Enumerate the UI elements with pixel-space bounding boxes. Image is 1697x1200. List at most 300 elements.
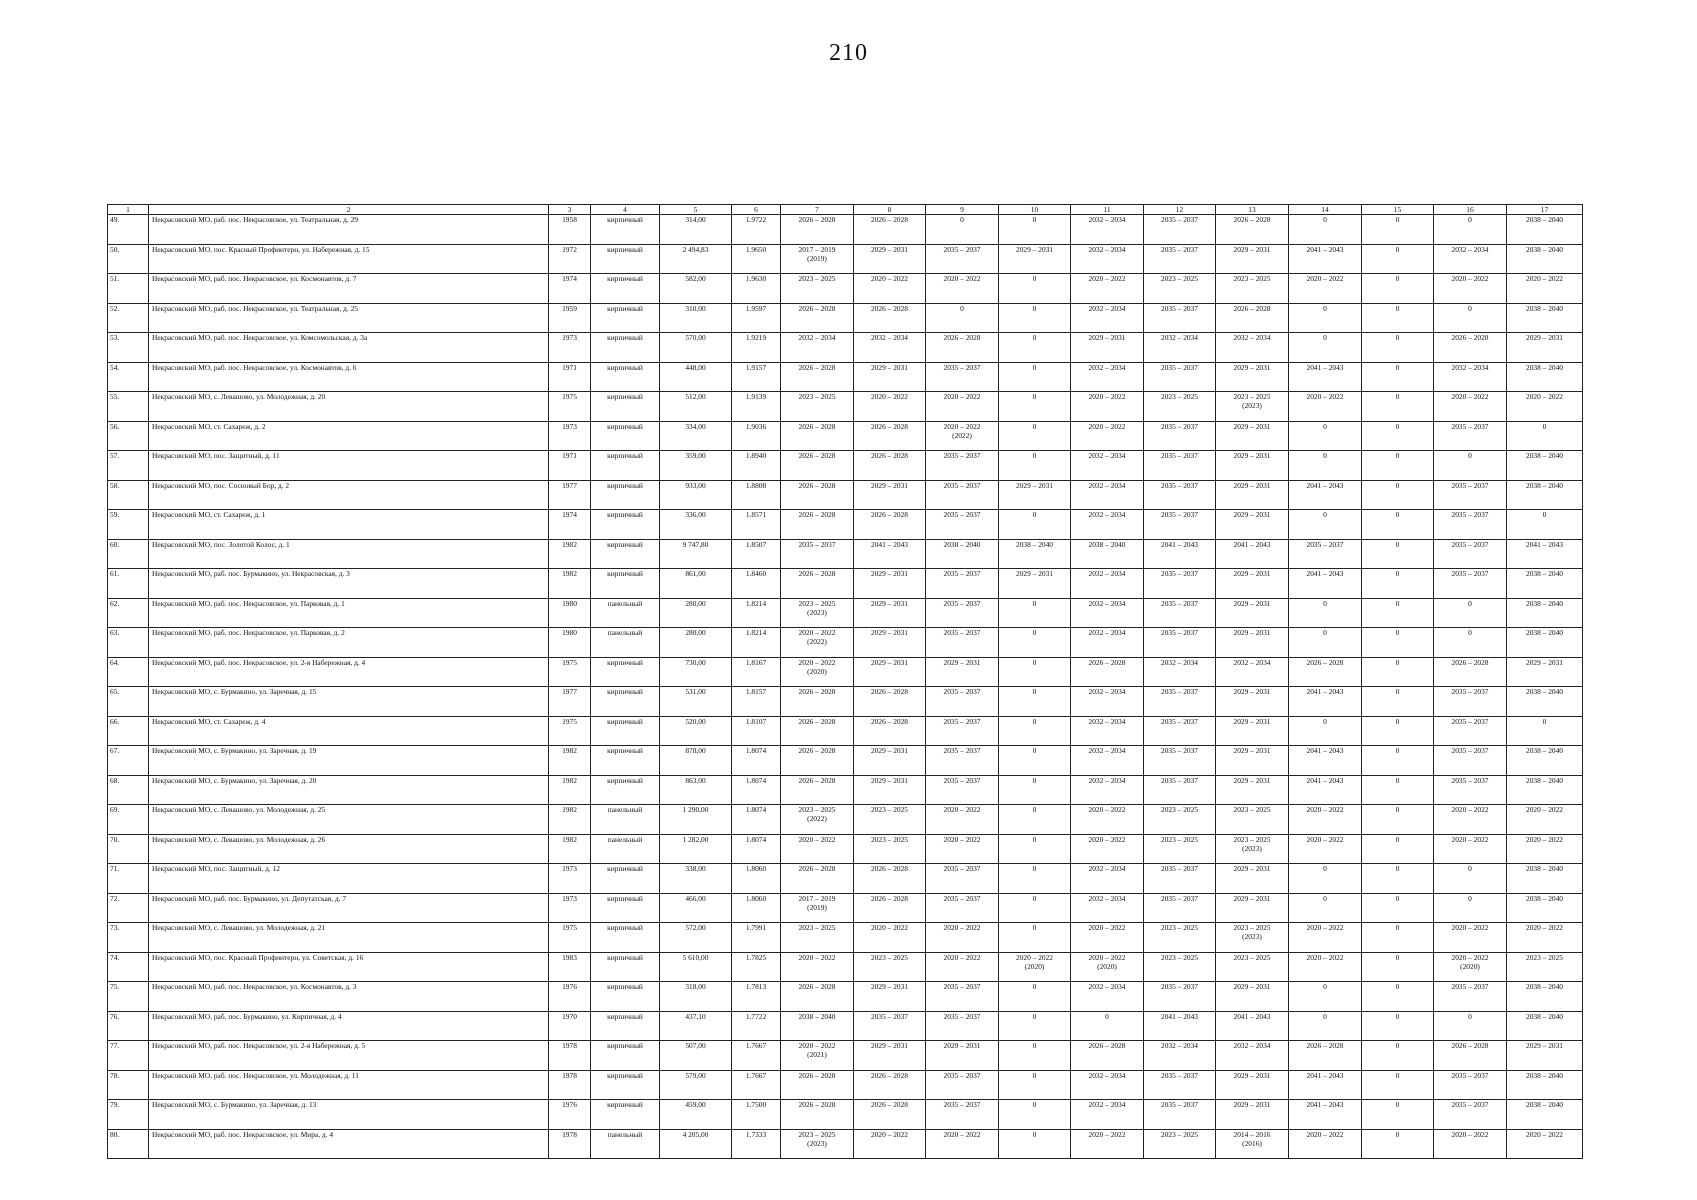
table-cell: 1972	[549, 244, 591, 274]
table-cell: Некрасовский МО, раб. пос. Некрасовское, ул. Космонавтов, д. 7	[149, 274, 549, 304]
table-cell: 0	[1434, 628, 1507, 658]
table-cell: 1973	[549, 893, 591, 923]
table-cell: Некрасовский МО, раб. пос. Бурмакино, ул. Кирпичная, д. 4	[149, 1011, 549, 1041]
table-cell: 2041 – 2043	[1144, 1011, 1216, 1041]
table-cell: 2035 – 2037	[926, 480, 999, 510]
table-cell: 2029 – 2031	[854, 244, 926, 274]
table-cell: 2035 – 2037	[926, 362, 999, 392]
table-cell: кирпичный	[591, 510, 660, 540]
table-cell: 2020 – 2022	[926, 392, 999, 422]
table-cell: 2029 – 2031	[1216, 687, 1289, 717]
table-cell: Некрасовский МО, пос. Защитный, д. 11	[149, 451, 549, 481]
table-cell: 0	[1434, 864, 1507, 894]
table-cell: 0	[999, 303, 1071, 333]
table-cell: 2038 – 2040	[1507, 775, 1583, 805]
table-cell: 0	[1362, 1129, 1434, 1159]
table-cell: 933,00	[660, 480, 732, 510]
table-cell: 2032 – 2034	[1071, 893, 1144, 923]
table-cell: 2020 – 2022	[1071, 834, 1144, 864]
table-cell: 2038 – 2040	[1507, 244, 1583, 274]
table-cell: 2026 – 2028	[781, 362, 854, 392]
table-cell: 2020 – 2022	[854, 392, 926, 422]
table-cell: 2029 – 2031	[1216, 244, 1289, 274]
table-cell: 2035 – 2037	[1434, 1070, 1507, 1100]
table-cell: 2020 – 2022	[926, 952, 999, 982]
table-cell: 0	[1362, 244, 1434, 274]
table-cell: 2020 – 2022	[1507, 923, 1583, 953]
table-cell: 5 610,00	[660, 952, 732, 982]
table-cell: 0	[1362, 923, 1434, 953]
table-cell: 2029 – 2031	[1216, 716, 1289, 746]
table-cell: Некрасовский МО, раб. пос. Бурмакино, ул. Депутатская, д. 7	[149, 893, 549, 923]
table-cell: 2026 – 2028	[781, 480, 854, 510]
table-cell: 0	[999, 746, 1071, 776]
table-cell: 0	[1362, 1041, 1434, 1071]
table-cell: 53.	[108, 333, 149, 363]
table-cell: 2020 – 2022	[926, 834, 999, 864]
table-cell: 1982	[549, 539, 591, 569]
table-cell: 2023 – 2025	[1507, 952, 1583, 982]
table-row	[108, 628, 1583, 658]
table-cell: 1.9219	[732, 333, 781, 363]
table-cell: 1974	[549, 274, 591, 304]
table-cell: 76.	[108, 1011, 149, 1041]
table-cell: 2032 – 2034	[1071, 746, 1144, 776]
table-cell: 0	[999, 893, 1071, 923]
table-cell: 2032 – 2034	[1071, 775, 1144, 805]
table-cell: 2035 – 2037	[1434, 421, 1507, 451]
table-cell: 2026 – 2028	[1289, 657, 1362, 687]
table-cell: Некрасовский МО, с. Левашово, ул. Молодежная, д. 21	[149, 923, 549, 953]
table-cell: кирпичный	[591, 303, 660, 333]
table-cell: 2023 – 2025	[854, 952, 926, 982]
table-cell: 2035 – 2037	[926, 510, 999, 540]
table-cell: кирпичный	[591, 982, 660, 1012]
table-cell: 1.7667	[732, 1070, 781, 1100]
table-cell: 2035 – 2037	[926, 628, 999, 658]
table-cell: 2029 – 2031	[999, 244, 1071, 274]
table-cell: 2023 – 2025	[854, 805, 926, 835]
table-cell: 2035 – 2037	[1434, 510, 1507, 540]
table-cell: 2035 – 2037	[926, 598, 999, 628]
table-cell: 0	[1362, 716, 1434, 746]
table-cell: 75.	[108, 982, 149, 1012]
table-cell: 2020 – 2022	[1071, 392, 1144, 422]
table-cell: 531,00	[660, 687, 732, 717]
table-cell: 0	[1362, 893, 1434, 923]
table-cell: 2032 – 2034	[1071, 982, 1144, 1012]
column-header: 4	[591, 205, 660, 215]
table-cell: 0	[1362, 421, 1434, 451]
table-cell: 2038 – 2040	[1507, 1011, 1583, 1041]
table-cell: 0	[999, 1100, 1071, 1130]
table-cell: 2026 – 2028	[854, 687, 926, 717]
table-cell: 0	[1362, 1070, 1434, 1100]
table-cell: 54.	[108, 362, 149, 392]
table-cell: 0	[999, 1129, 1071, 1159]
table-cell: 2026 – 2028	[854, 215, 926, 245]
table-cell: 2020 – 2022	[926, 805, 999, 835]
table-cell: 2020 – 2022	[1507, 805, 1583, 835]
table-cell: 2035 – 2037	[926, 1011, 999, 1041]
table-cell: кирпичный	[591, 775, 660, 805]
table-cell: 9 747,80	[660, 539, 732, 569]
table-cell: 2041 – 2043	[1289, 746, 1362, 776]
table-cell: 2035 – 2037	[1144, 480, 1216, 510]
table-cell: панельный	[591, 1129, 660, 1159]
table-cell: 2035 – 2037	[1434, 539, 1507, 569]
table-cell: 2029 – 2031	[1216, 480, 1289, 510]
table-cell: 2035 – 2037	[1144, 303, 1216, 333]
table-cell: 49.	[108, 215, 149, 245]
table-cell: 2023 – 2025	[1144, 805, 1216, 835]
table-row	[108, 687, 1583, 717]
table-cell: 69.	[108, 805, 149, 835]
table-cell: 2029 – 2031	[854, 657, 926, 687]
table-cell: 2026 – 2028	[781, 451, 854, 481]
table-cell: 2035 – 2037	[1144, 451, 1216, 481]
table-cell: 582,00	[660, 274, 732, 304]
table-cell: 459,00	[660, 1100, 732, 1130]
column-header: 13	[1216, 205, 1289, 215]
table-cell: 1.7813	[732, 982, 781, 1012]
table-cell: 2035 – 2037	[926, 687, 999, 717]
table-cell: 0	[999, 716, 1071, 746]
table-cell: 0	[1362, 952, 1434, 982]
table-cell: Некрасовский МО, с. Бурмакино, ул. Заречная, д. 19	[149, 746, 549, 776]
table-row	[108, 775, 1583, 805]
table-cell: 2 494,83	[660, 244, 732, 274]
table-cell: 570,00	[660, 333, 732, 363]
table-cell: 1.7500	[732, 1100, 781, 1130]
table-cell: 1.7825	[732, 952, 781, 982]
table-cell: 338,00	[660, 864, 732, 894]
table-cell: 2026 – 2028	[926, 333, 999, 363]
table-cell: 0	[1362, 510, 1434, 540]
table-cell: 1959	[549, 303, 591, 333]
table-cell: 2038 – 2040	[1507, 1070, 1583, 1100]
table-cell: 1976	[549, 1100, 591, 1130]
table-cell: 1982	[549, 569, 591, 599]
table-cell: 2035 – 2037	[1434, 716, 1507, 746]
table-cell: 2020 – 2022	[1507, 274, 1583, 304]
column-header: 1	[108, 205, 149, 215]
table-cell: 2023 – 2025	[781, 274, 854, 304]
table-cell: кирпичный	[591, 392, 660, 422]
table-cell: 0	[999, 392, 1071, 422]
table-cell: Некрасовский МО, пос. Защитный, д. 12	[149, 864, 549, 894]
table-cell: 1.7667	[732, 1041, 781, 1071]
table-cell: 2020 – 2022	[1289, 952, 1362, 982]
table-cell: 863,00	[660, 775, 732, 805]
table-cell: 2032 – 2034	[1071, 687, 1144, 717]
table-cell: 730,00	[660, 657, 732, 687]
table-cell: 1.8214	[732, 598, 781, 628]
column-header: 10	[999, 205, 1071, 215]
table-cell: 2026 – 2028	[781, 1070, 854, 1100]
table-cell: 2023 – 2025 (2023)	[781, 598, 854, 628]
table-cell: 2029 – 2031	[999, 480, 1071, 510]
table-cell: 2032 – 2034	[1071, 716, 1144, 746]
table-cell: 0	[1362, 1100, 1434, 1130]
table-cell: 2020 – 2022	[1289, 805, 1362, 835]
table-cell: 1.9650	[732, 244, 781, 274]
table-cell: Некрасовский МО, ст. Сахареж, д. 1	[149, 510, 549, 540]
column-header: 6	[732, 205, 781, 215]
table-cell: Некрасовский МО, с. Левашово, ул. Молодежная, д. 25	[149, 805, 549, 835]
table-row	[108, 274, 1583, 304]
table-cell: 2032 – 2034	[781, 333, 854, 363]
table-cell: 2026 – 2028	[1216, 215, 1289, 245]
table-cell: 2038 – 2040	[1507, 893, 1583, 923]
table-cell: 2029 – 2031	[854, 480, 926, 510]
table-cell: 466,00	[660, 893, 732, 923]
table-cell: 2032 – 2034	[1071, 215, 1144, 245]
table-cell: 2029 – 2031	[1507, 657, 1583, 687]
table-cell: Некрасовский МО, раб. пос. Некрасовское, ул. Мира, д. 4	[149, 1129, 549, 1159]
table-cell: 1.8940	[732, 451, 781, 481]
table-cell: 0	[1434, 893, 1507, 923]
table-cell: кирпичный	[591, 746, 660, 776]
table-cell: 2032 – 2034	[1071, 598, 1144, 628]
table-cell: 0	[1362, 1011, 1434, 1041]
table-cell: 0	[1289, 1011, 1362, 1041]
table-cell: 2038 – 2040	[1507, 864, 1583, 894]
table-cell: Некрасовский МО, ст. Сахареж, д. 4	[149, 716, 549, 746]
table-cell: 2020 – 2022	[1071, 923, 1144, 953]
table-cell: 1975	[549, 657, 591, 687]
table-cell: 572,00	[660, 923, 732, 953]
table-cell: 2041 – 2043	[1289, 1100, 1362, 1130]
table-cell: 2026 – 2028	[1434, 1041, 1507, 1071]
table-cell: 2032 – 2034	[1071, 1070, 1144, 1100]
table-row	[108, 333, 1583, 363]
table-cell: 2035 – 2037	[1434, 480, 1507, 510]
table-cell: 2038 – 2040	[1507, 569, 1583, 599]
table-cell: 2032 – 2034	[1144, 333, 1216, 363]
table-row	[108, 893, 1583, 923]
table-cell: 1975	[549, 716, 591, 746]
table-cell: 359,00	[660, 451, 732, 481]
table-row	[108, 244, 1583, 274]
table-cell: 2032 – 2034	[1216, 1041, 1289, 1071]
table-cell: 2029 – 2031	[854, 775, 926, 805]
table-cell: 63.	[108, 628, 149, 658]
table-cell: 507,00	[660, 1041, 732, 1071]
table-cell: 2026 – 2028	[854, 716, 926, 746]
table-cell: 2035 – 2037	[1289, 539, 1362, 569]
table-cell: 2038 – 2040	[1071, 539, 1144, 569]
table-cell: 2035 – 2037	[926, 244, 999, 274]
table-cell: 336,00	[660, 510, 732, 540]
table-cell: 2038 – 2040	[1507, 1100, 1583, 1130]
table-cell: 2026 – 2028	[854, 893, 926, 923]
table-cell: 0	[1362, 569, 1434, 599]
table-cell: 2032 – 2034	[1434, 244, 1507, 274]
table-cell: 0	[999, 805, 1071, 835]
table-cell: кирпичный	[591, 716, 660, 746]
table-row	[108, 1070, 1583, 1100]
table-cell: Некрасовский МО, ст. Сахареж, д. 2	[149, 421, 549, 451]
table-cell: 2035 – 2037	[1144, 982, 1216, 1012]
table-cell: 2023 – 2025	[781, 392, 854, 422]
table-cell: 448,00	[660, 362, 732, 392]
table-cell: 2026 – 2028	[854, 421, 926, 451]
table-cell: 2038 – 2040	[926, 539, 999, 569]
table-cell: 2029 – 2031	[999, 569, 1071, 599]
table-cell: 0	[1434, 451, 1507, 481]
table-cell: кирпичный	[591, 421, 660, 451]
table-cell: 2038 – 2040	[1507, 303, 1583, 333]
table-row	[108, 657, 1583, 687]
table-row	[108, 746, 1583, 776]
table-cell: 1980	[549, 598, 591, 628]
table-cell: 52.	[108, 303, 149, 333]
table-row	[108, 1011, 1583, 1041]
table-cell: 2041 – 2043	[1289, 480, 1362, 510]
table-cell: 2020 – 2022	[1071, 1129, 1144, 1159]
table-cell: 2041 – 2043	[1507, 539, 1583, 569]
table-cell: Некрасовский МО, пос. Сосновый Бор, д. 2	[149, 480, 549, 510]
table-cell: 70.	[108, 834, 149, 864]
table-cell: 61.	[108, 569, 149, 599]
table-cell: 2020 – 2022	[1289, 392, 1362, 422]
table-cell: кирпичный	[591, 1070, 660, 1100]
table-cell: 2026 – 2028	[781, 215, 854, 245]
table-cell: кирпичный	[591, 1100, 660, 1130]
table-cell: 878,00	[660, 746, 732, 776]
table-cell: 2026 – 2028	[854, 864, 926, 894]
table-cell: 2038 – 2040	[1507, 480, 1583, 510]
table-cell: 2020 – 2022 (2020)	[1071, 952, 1144, 982]
table-cell: 1975	[549, 923, 591, 953]
column-header: 5	[660, 205, 732, 215]
table-cell: 0	[926, 215, 999, 245]
table-cell: 2026 – 2028	[781, 569, 854, 599]
table-cell: 437,10	[660, 1011, 732, 1041]
table-cell: 0	[926, 303, 999, 333]
table-cell: кирпичный	[591, 362, 660, 392]
table-cell: 2023 – 2025	[1144, 1129, 1216, 1159]
table-cell: 2020 – 2022 (2022)	[781, 628, 854, 658]
table-cell: 2026 – 2028	[781, 716, 854, 746]
table-cell: 2032 – 2034	[1144, 1041, 1216, 1071]
table-cell: 2035 – 2037	[926, 1100, 999, 1130]
table-cell: 2029 – 2031	[1216, 864, 1289, 894]
table-cell: 2029 – 2031	[854, 746, 926, 776]
table-cell: 2035 – 2037	[1144, 510, 1216, 540]
table-cell: 2029 – 2031	[1507, 333, 1583, 363]
table-cell: 0	[1362, 864, 1434, 894]
table-cell: 79.	[108, 1100, 149, 1130]
table-row	[108, 1100, 1583, 1130]
table-cell: 0	[1362, 687, 1434, 717]
table-cell: 2029 – 2031	[1216, 510, 1289, 540]
table-cell: 1.8157	[732, 687, 781, 717]
table-cell: 0	[1362, 451, 1434, 481]
table-cell: 2035 – 2037	[926, 864, 999, 894]
table-cell: 2020 – 2022	[1289, 274, 1362, 304]
table-cell: 1 290,00	[660, 805, 732, 835]
table-cell: 2026 – 2028	[1071, 1041, 1144, 1071]
table-cell: 2026 – 2028	[854, 1070, 926, 1100]
table-cell: 2029 – 2031	[1216, 362, 1289, 392]
table-cell: 314,00	[660, 215, 732, 245]
table-cell: 1.8808	[732, 480, 781, 510]
table-cell: 1.8074	[732, 805, 781, 835]
table-cell: 2038 – 2040	[1507, 451, 1583, 481]
table-cell: 0	[999, 421, 1071, 451]
table-cell: 2026 – 2028	[1071, 657, 1144, 687]
table-cell: 2020 – 2022	[1434, 834, 1507, 864]
table-cell: 1982	[549, 746, 591, 776]
table-cell: 2029 – 2031	[926, 657, 999, 687]
table-row	[108, 451, 1583, 481]
table-cell: Некрасовский МО, раб. пос. Некрасовское, ул. Космонавтов, д. 3	[149, 982, 549, 1012]
table-cell: 0	[1289, 893, 1362, 923]
column-number-row	[108, 205, 1583, 215]
table-cell: 77.	[108, 1041, 149, 1071]
table-row	[108, 539, 1583, 569]
page-number: 210	[829, 40, 868, 66]
table-cell: 2035 – 2037	[1144, 1070, 1216, 1100]
table-cell: 520,00	[660, 716, 732, 746]
table-cell: 2035 – 2037	[781, 539, 854, 569]
table-cell: 2017 – 2019 (2019)	[781, 244, 854, 274]
table-cell: 1978	[549, 1129, 591, 1159]
column-header: 7	[781, 205, 854, 215]
table-cell: 2035 – 2037	[926, 893, 999, 923]
table-cell: 2023 – 2025	[854, 834, 926, 864]
table-cell: 2026 – 2028	[781, 746, 854, 776]
table-cell: 2041 – 2043	[1216, 539, 1289, 569]
table-cell: 4 205,00	[660, 1129, 732, 1159]
table-cell: 60.	[108, 539, 149, 569]
table-cell: 2035 – 2037	[1434, 775, 1507, 805]
table-cell: 2035 – 2037	[1144, 716, 1216, 746]
table-cell: 2023 – 2025	[1216, 952, 1289, 982]
table-cell: кирпичный	[591, 539, 660, 569]
table-row	[108, 1041, 1583, 1071]
table-cell: 0	[999, 775, 1071, 805]
table-cell: 2029 – 2031	[854, 982, 926, 1012]
table-cell: 1.9157	[732, 362, 781, 392]
table-cell: 0	[999, 657, 1071, 687]
table-row	[108, 1129, 1583, 1159]
table-cell: 0	[1362, 982, 1434, 1012]
table-cell: панельный	[591, 805, 660, 835]
table-cell: кирпичный	[591, 244, 660, 274]
table-cell: 2029 – 2031	[1507, 1041, 1583, 1071]
table-cell: 57.	[108, 451, 149, 481]
table-cell: 0	[1434, 598, 1507, 628]
table-cell: 2038 – 2040	[999, 539, 1071, 569]
table-cell: 1982	[549, 834, 591, 864]
table-cell: 2035 – 2037	[1144, 746, 1216, 776]
table-cell: кирпичный	[591, 952, 660, 982]
table-cell: 2029 – 2031	[1216, 1070, 1289, 1100]
table-cell: Некрасовский МО, с. Левашово, ул. Молодежная, д. 20	[149, 392, 549, 422]
table-cell: 2023 – 2025 (2023)	[1216, 834, 1289, 864]
table-cell: 1.8060	[732, 893, 781, 923]
table-cell: 1977	[549, 480, 591, 510]
table-cell: 1970	[549, 1011, 591, 1041]
table-cell: 280,00	[660, 598, 732, 628]
table-cell: 74.	[108, 952, 149, 982]
table-cell: 0	[999, 923, 1071, 953]
table-cell: 0	[1362, 274, 1434, 304]
table-cell: 2035 – 2037	[1144, 598, 1216, 628]
